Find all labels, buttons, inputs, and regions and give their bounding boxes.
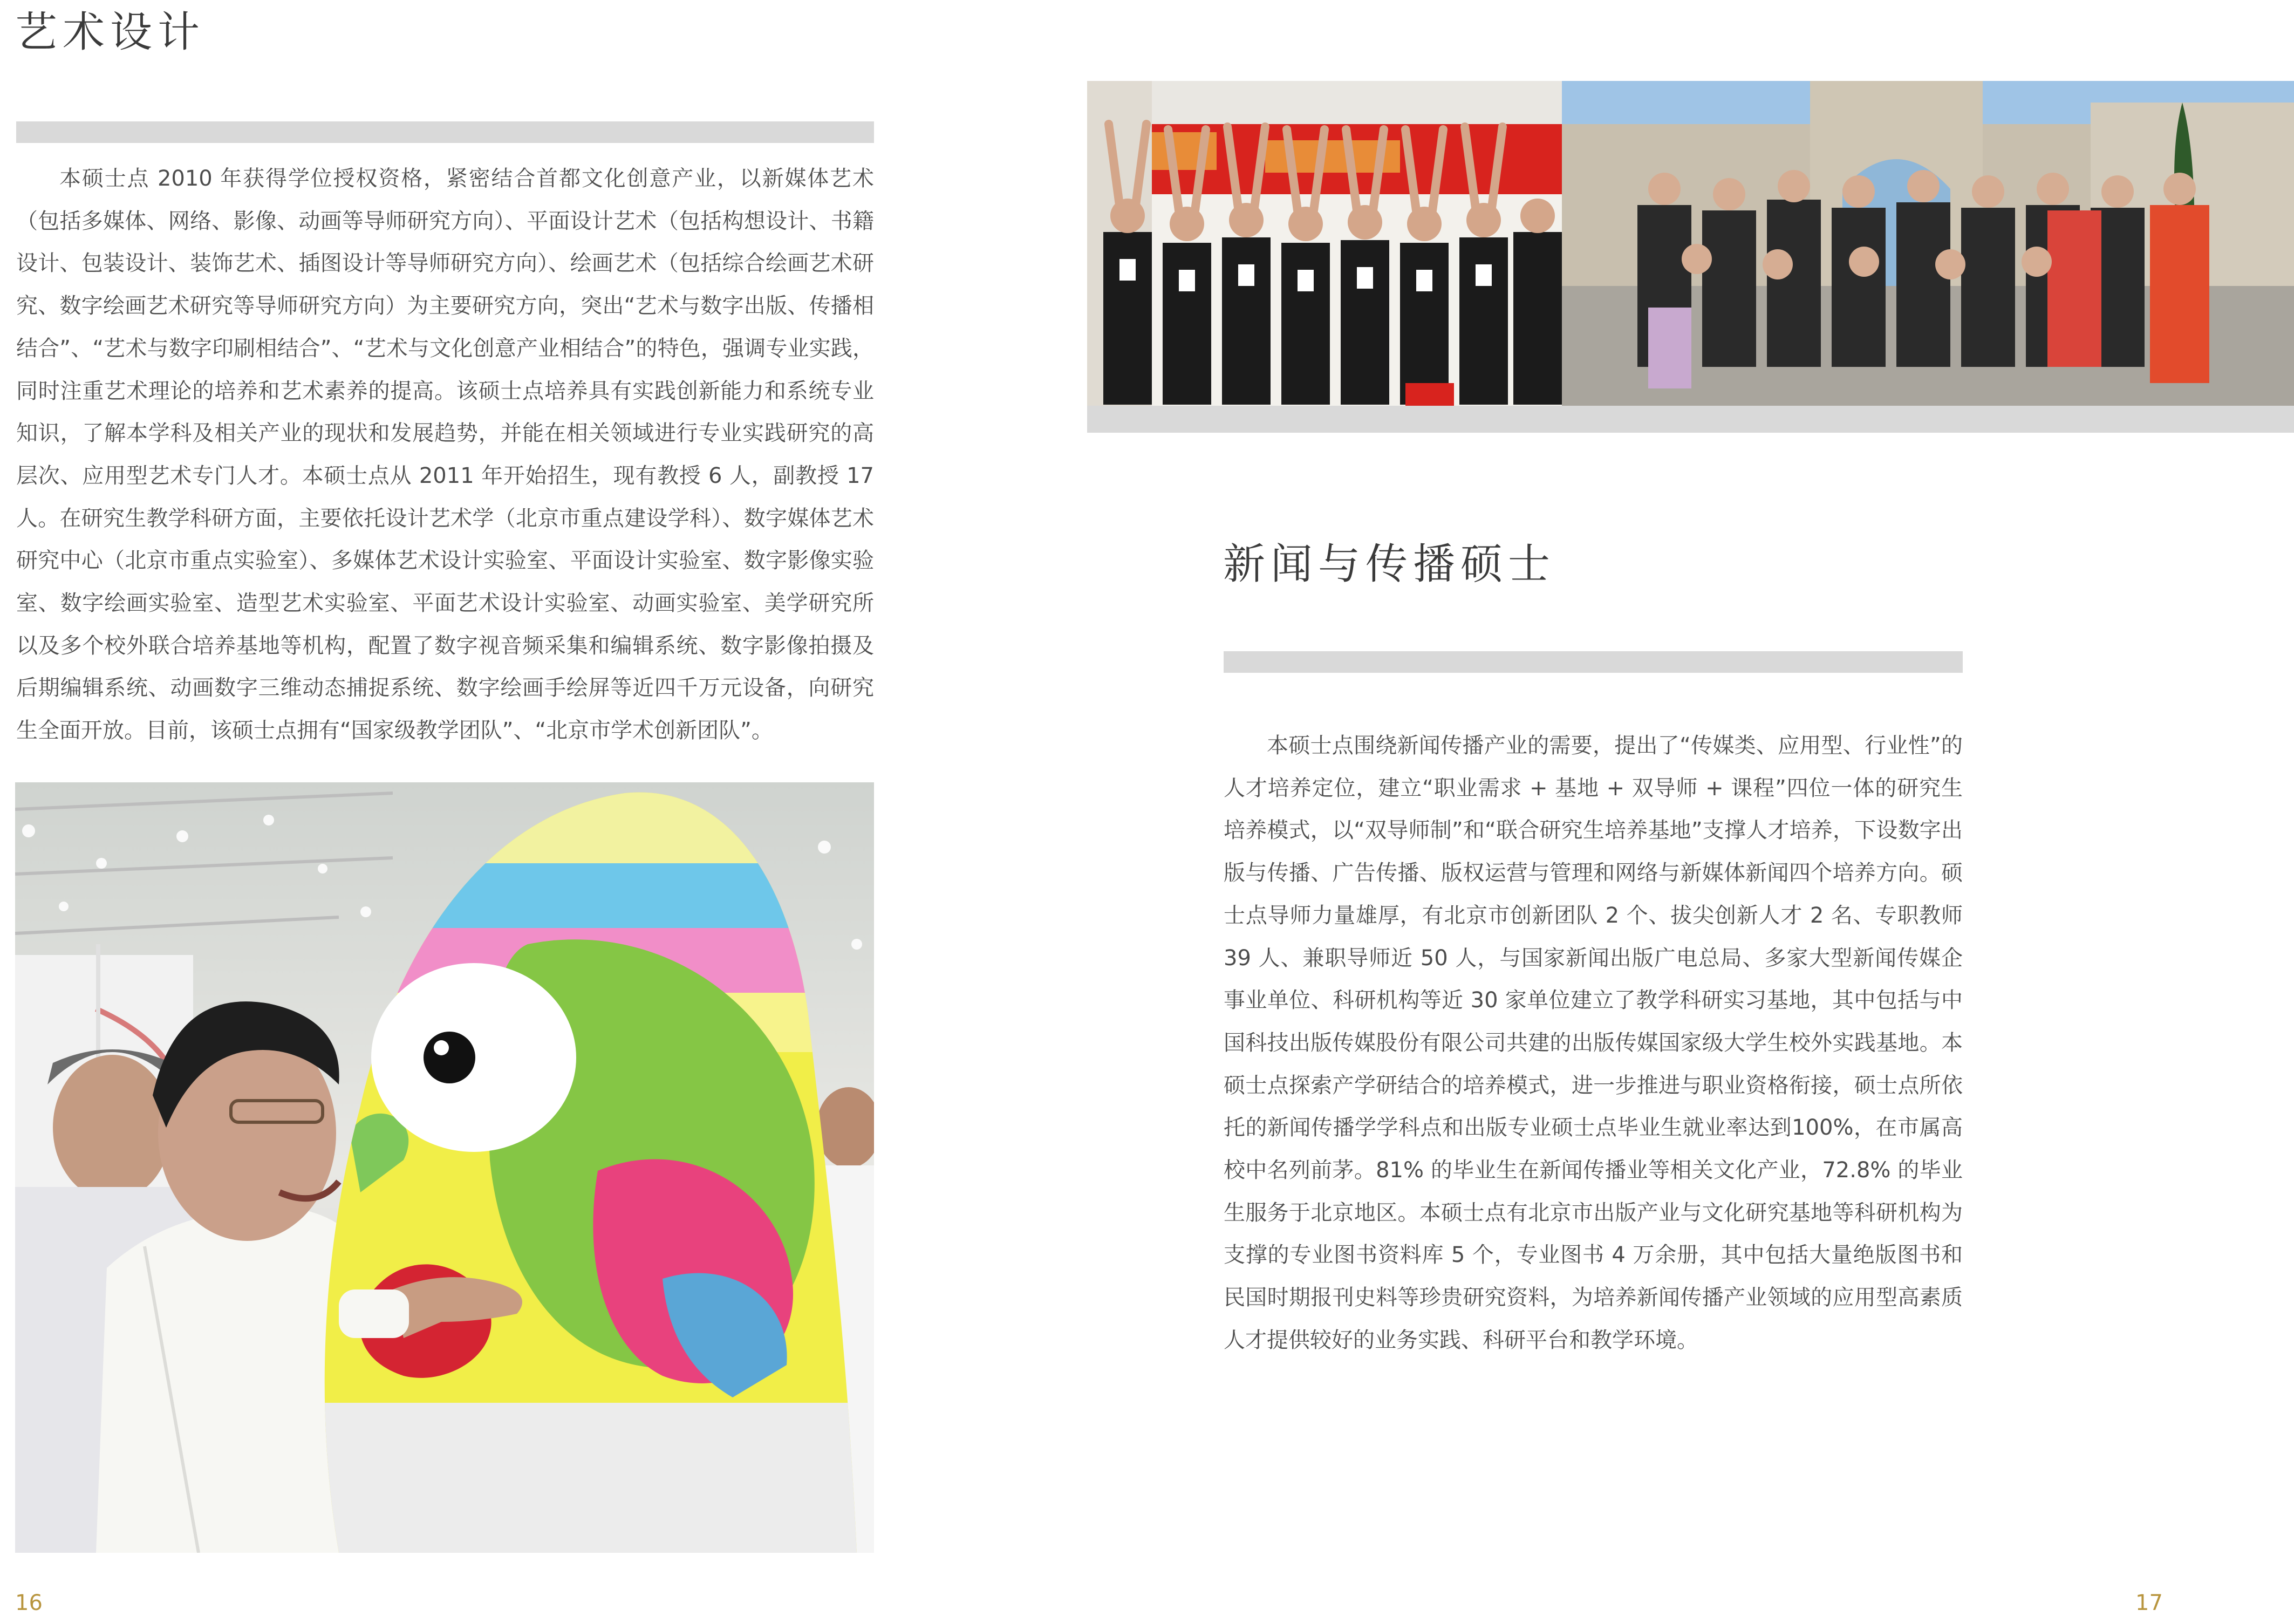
left-page-title: 艺术设计 xyxy=(15,8,206,57)
left-title-rule xyxy=(16,121,874,143)
page-number-right: 17 xyxy=(2135,1591,2163,1615)
group-photo-castle xyxy=(1562,81,2294,406)
mascot-photo xyxy=(15,782,874,1553)
right-title-rule xyxy=(1224,651,1963,673)
photo-strip-rule xyxy=(1087,406,2294,433)
right-body-text: 本硕士点围绕新闻传播产业的需要，提出了“传媒类、应用型、行业性”的人才培养定位，建立“职业需求 + 基地 + 双导师 + 课程”四位一体的研究生培养模式，以“双导师制”和“联合研究生培养基地”支撑人才培养，下设数字出版与传播、广告传播、版权运营与管理和网络与新媒体新闻四个培养方向。硕士点导师力量雄厚，有北京市创新团队 2 个、拔尖创新人才 2 名、专职教师 39 人、兼职导师近 50 人，与国家新闻出版广电总局、多家大型新闻传媒企事业单位、科研机构等近 30 家单位建立了教学科研实习基地，其中包括与中国科技出版传媒股份有限公司共建的出版传媒国家级大学生校外实践基地。本硕士点探索产学研结合的培养模式，进一步推进与职业资格衔接，硕士点所依托的新闻传播学学科点和出版专业硕士点毕业生就业率达到100%，在市属高校中名列前茅。81% 的毕业生在新闻传播业等相关文化产业，72.8% 的毕业生服务于北京地区。本硕士点有北京市出版产业与文化研究基地等科研机构为支撑的专业图书资料库 5 个，专业图书 4 万余册，其中包括大量绝版图书和民国时期报刊史料等珍贵研究资料，为培养新闻传播产业领域的应用型高素质人才提供较好的业务实践、科研平台和教学环境。 xyxy=(1224,733,1963,1353)
page-number-left: 16 xyxy=(15,1591,43,1615)
group-photo-stage xyxy=(1087,81,1562,406)
left-body-text: 本硕士点 2010 年获得学位授权资格，紧密结合首都文化创意产业，以新媒体艺术（包括多媒体、网络、影像、动画等导师研究方向）、平面设计艺术（包括构想设计、书籍设计、包装设计、装饰艺术、插图设计等导师研究方向）、绘画艺术（包括综合绘画艺术研究、数字绘画艺术研究等导师研究方向）为主要研究方向，突出“艺术与数字出版、传播相结合”、“艺术与数字印刷相结合”、“艺术与文化创意产业相结合”的特色，强调专业实践，同时注重艺术理论的培养和艺术素养的提高。该硕士点培养具有实践创新能力和系统专业知识，了解本学科及相关产业的现状和发展趋势，并能在相关领域进行专业实践研究的高层次、应用型艺术专门人才。本硕士点从 2011 年开始招生，现有教授 6 人，副教授 17 人。在研究生教学科研方面，主要依托设计艺术学（北京市重点建设学科）、数字媒体艺术研究中心（北京市重点实验室）、多媒体艺术设计实验室、平面设计实验室、数字影像实验室、数字绘画实验室、造型艺术实验室、平面艺术设计实验室、动画实验室、美学研究所以及多个校外联合培养基地等机构，配置了数字视音频采集和编辑系统、数字影像拍摄及后期编辑系统、动画数字三维动态捕捉系统、数字绘画手绘屏等近四千万元设备，向研究生全面开放。目前，该硕士点拥有“国家级教学团队”、“北京市学术创新团队”。 xyxy=(16,166,874,743)
right-page-title: 新闻与传播硕士 xyxy=(1223,540,1556,589)
